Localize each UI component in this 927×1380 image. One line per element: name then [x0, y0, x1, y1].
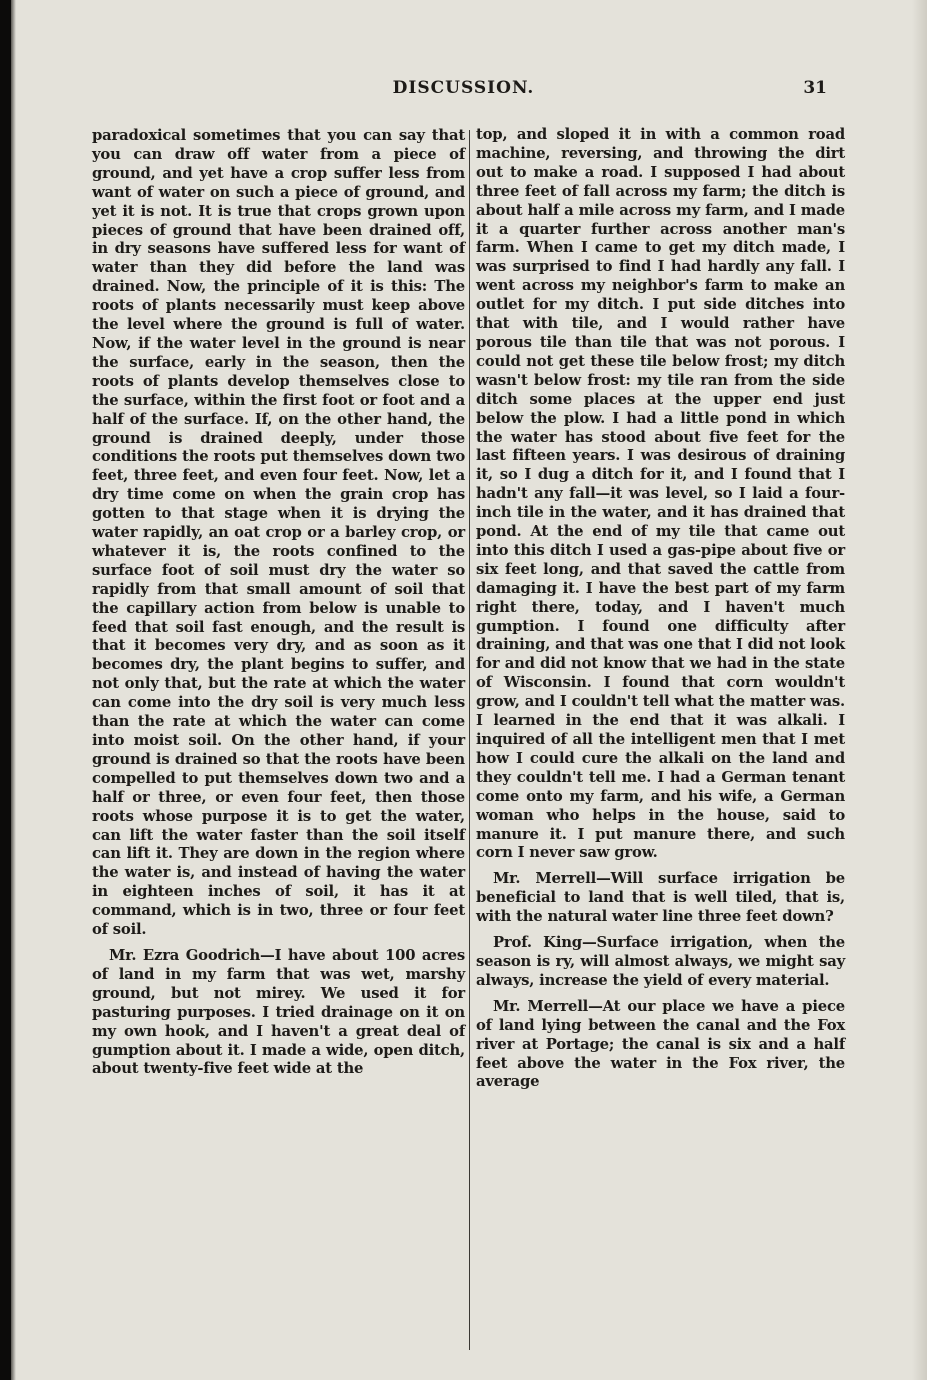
paragraph-goodrich: Mr. Ezra Goodrich—I have about 100 acres of land in my farm that was wet, marshy ground, but not mirey. We used it for pasturing purposes. I tried drainage on it on my own hook, and I haven't a great deal of gumption about it. I made a wide, open ditch, about twenty-five feet wide at the [92, 946, 465, 1078]
column-divider-rule [469, 130, 470, 1350]
book-binding-edge [0, 0, 11, 1380]
right-text-column [476, 126, 845, 1092]
paragraph-goodrich-continued: top, and sloped it in with a common road machine, reversing, and throwing the dirt out to make a road. I supposed I had about three feet of fall across my farm; the ditch is about half a mile across my farm, and I made it a quarter further across another man's farm. When I came to get my ditch made, I was surprised to find I had hardly any fall. I went across my neighbor's farm to make an outlet for my ditch. I put side ditches into that with tile, and I would rather have porous tile than tile that was not porous. I could not get these tile below frost; my ditch wasn't below frost: my tile ran from the side ditch some places at the upper end just below the plow. I had a little pond in which the water has stood about five feet for the last fifteen years. I was desirous of draining it, so I dug a ditch for it, and I found that I hadn't any fall—it was level, so I laid a four-inch tile in the water, and it has drained that pond. At the end of my tile that came out into this ditch I used a gas-pipe about five or six feet long, and that saved the cattle from damaging it. I have the best part of my farm right there, today, and I haven't much gumption. I found one difficulty after draining, and that was one that I did not look for and did not know that we had in the state of Wisconsin. I found that corn wouldn't grow, and I couldn't tell what the matter was. I learned in the end that it was alkali. I inquired of all the intelligent men that I met how I could cure the alkali on the land and they couldn't tell me. I had a German tenant come onto my farm, and his wife, a German woman who helps in the house, said to manure it. I put manure there, and such corn I never saw grow. [476, 126, 845, 862]
page-right-edge [912, 0, 927, 1380]
binding-shadow [11, 0, 16, 1380]
running-header-title: DISCUSSION. [392, 78, 535, 98]
paragraph-merrell-question: Mr. Merrell—Will surface irrigation be beneficial to land that is well tiled, that is, with the natural water line three feet down? [476, 870, 845, 926]
page-number: 31 [803, 78, 827, 98]
paragraph-king-answer: paradoxical sometimes that you can say that you can draw off water from a piece of ground, and yet have a crop suffer less from want of water on such a piece of ground, and yet it is not. It is true that crops grown upon pieces of ground that have been drained off, in dry seasons have suffered less for want of water than they did before the land was drained. Now, the principle of it is this: The roots of plants necessarily must keep above the level where the ground is full of water. Now, if the water level in the ground is near the surface, early in the season, then the roots of plants develop themselves close to the surface, within the first foot or foot and a half of the surface. If, on the other hand, the ground is drained deeply, under those conditions the roots put themselves down two feet, three feet, and even four feet. Now, let a dry time come on when the grain crop has gotten to that stage when it is drying the water rapidly, an oat crop or a barley crop, or whatever it is, the roots confined to the surface foot of soil must dry the water so rapidly from that small amount of soil that the capillary action from below is unable to feed that soil fast enough, and the result is that it becomes very dry, and as soon as it becomes dry, the plant begins to suffer, and not only that, but the rate at which the water can come into the dry soil is very much less than the rate at which the water can come into moist soil. On the other hand, if your ground is drained so that the roots have been compelled to put themselves down two and a half or three, or even four feet, then those roots whose purpose it is to get the water, can lift the water faster than the soil itself can lift it. They are down in the region where the water is, and instead of having the water in eighteen inches of soil, it has it at command, which is in two, three or four feet of soil. [92, 127, 465, 939]
paragraph-merrell-portage: Mr. Merrell—At our place we have a piece of land lying between the canal and the Fox river at Portage; the canal is six and a half feet above the water in the Fox river, the average [476, 997, 845, 1091]
left-text-column [92, 127, 465, 1079]
paragraph-king-irrigation: Prof. King—Surface irrigation, when the season is ry, will almost always, we might say always, increase the yield of every material. [476, 934, 845, 989]
